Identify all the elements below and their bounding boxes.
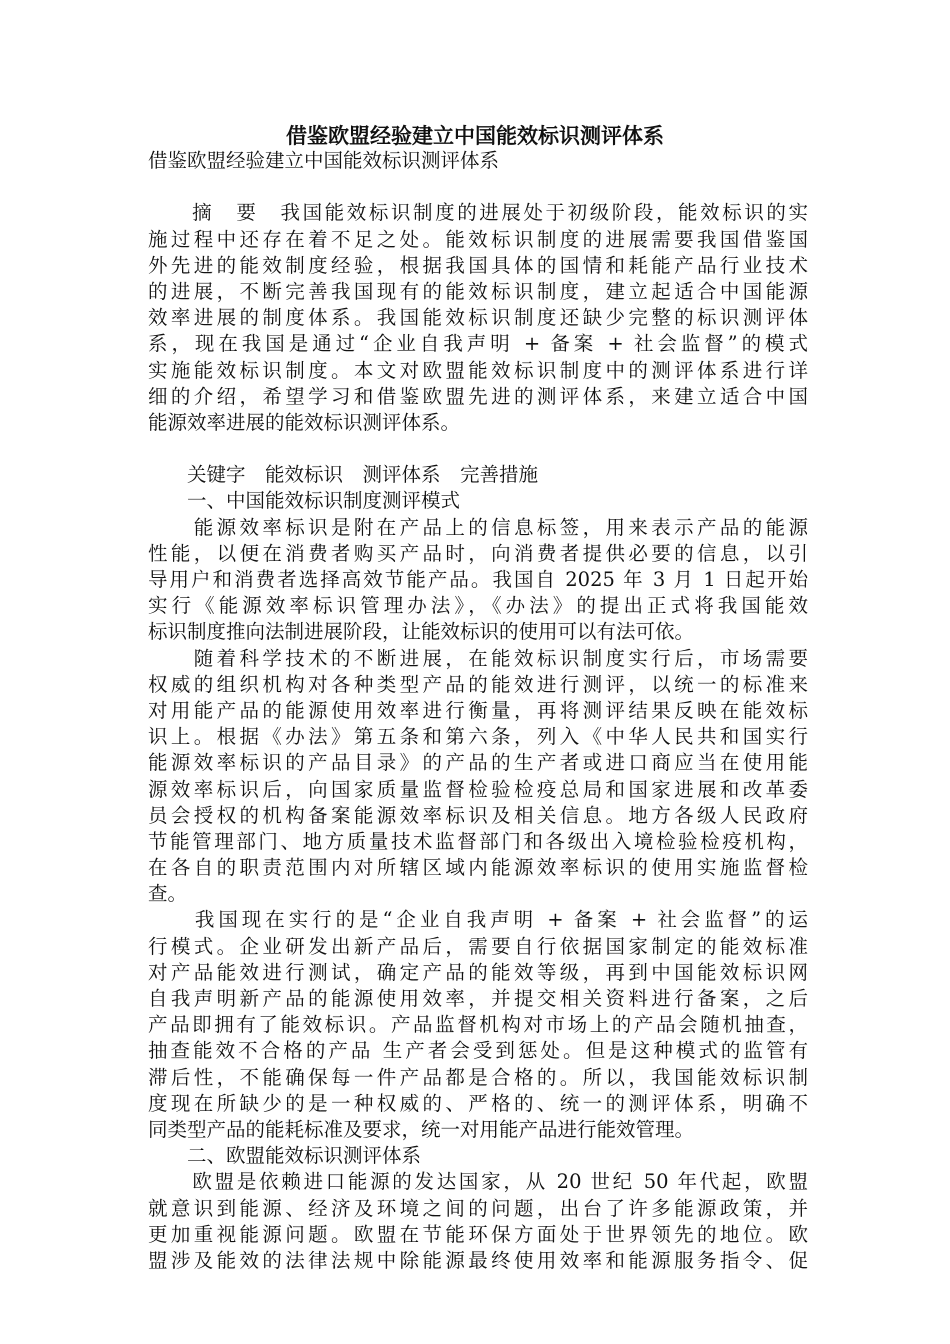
text-line: 源效率标识后，向国家质量监督检验检疫总局和国家进展和改革委 <box>148 777 808 801</box>
text-line: 节能管理部门、地方质量技术监督部门和各级出入境检验检疫机构， <box>148 829 808 853</box>
text-line: 度现在所缺少的是一种权威的、严格的、统一的测评体系，明确不 <box>148 1091 808 1115</box>
document-body <box>148 148 808 1274</box>
text-line: 实行《能源效率标识管理办法》，《办法》的提出正式将我国能效 <box>148 594 808 618</box>
blank-line <box>148 174 808 200</box>
text-line: 同类型产品的能耗标准及要求，统一对用能产品进行能效管理。 <box>148 1117 695 1141</box>
text-line: 我国现在实行的是“企业自我声明 + 备案 + 社会监督”的运 <box>148 908 808 932</box>
text-line: 借鉴欧盟经验建立中国能效标识测评体系 <box>148 149 500 172</box>
text-line: 能源效率进展的能效标识测评体系。 <box>148 410 461 434</box>
text-line: 能源效率标识是附在产品上的信息标签，用来表示产品的能源 <box>148 515 808 539</box>
text-line: 在各自的职责范围内对所辖区域内能源效率标识的使用实施监督检 <box>148 856 808 880</box>
text-line: 实施能效标识制度。本文对欧盟能效标识制度中的测评体系进行详 <box>148 358 808 382</box>
text-line: 识上。根据《办法》第五条和第六条，列入《中华人民共和国实行 <box>148 725 808 749</box>
text-line: 标识制度推向法制进展阶段，让能效标识的使用可以有法可依。 <box>148 620 695 644</box>
text-line: 就意识到能源、经济及环境之间的问题，出台了许多能源政策，并 <box>148 1196 808 1220</box>
text-line: 随着科学技术的不断进展，在能效标识制度实行后，市场需要 <box>148 646 808 670</box>
text-line: 权威的组织机构对各种类型产品的能效进行测评，以统一的标准来 <box>148 672 808 696</box>
text-line: 外先进的能效制度经验，根据我国具体的国情和耗能产品行业技术 <box>148 253 808 277</box>
text-line: 的进展，不断完善我国现有的能效标识制度，建立起适合中国能源 <box>148 279 808 303</box>
text-line: 一、中国能效标识制度测评模式 <box>148 489 461 513</box>
text-line: 自我声明新产品的能源使用效率，并提交相关资料进行备案，之后 <box>148 987 808 1010</box>
text-line: 细的介绍，希望学习和借鉴欧盟先进的测评体系，来建立适合中国 <box>148 384 808 408</box>
text-line: 产品即拥有了能效标识。产品监督机构对市场上的产品会随机抽查， <box>148 1013 808 1037</box>
text-line: 员会授权的机构备案能源效率标识及相关信息。地方各级人民政府 <box>148 803 808 827</box>
text-line: 效率进展的制度体系。我国能效标识制度还缺少完整的标识测评体 <box>148 306 808 330</box>
text-line: 滞后性，不能确保每一件产品都是合格的。所以，我国能效标识制 <box>148 1065 808 1089</box>
text-line: 关键字 能效标识 测评体系 完善措施 <box>148 463 539 487</box>
text-line: 查。 <box>148 882 188 906</box>
text-line: 系，现在我国是通过“企业自我声明 + 备案 + 社会监督”的模式 <box>148 332 808 356</box>
text-line: 更加重视能源问题。欧盟在节能环保方面处于世界领先的地位。欧 <box>148 1222 808 1246</box>
text-line: 抽查能效不合格的产品 生产者会受到惩处。但是这种模式的监管有 <box>148 1039 808 1063</box>
text-line: 对用能产品的能源使用效率进行衡量，再将测评结果反映在能效标 <box>148 698 808 722</box>
text-line: 二、欧盟能效标识测评体系 <box>148 1144 422 1168</box>
text-line: 行模式。企业研发出新产品后，需要自行依据国家制定的能效标准 <box>148 934 808 958</box>
document-title: 借鉴欧盟经验建立中国能效标识测评体系 <box>286 124 664 148</box>
text-line: 导用户和消费者选择高效节能产品。我国自 2025 年 3 月 1 日起开始 <box>148 568 808 591</box>
text-line: 摘 要 我国能效标识制度的进展处于初级阶段，能效标识的实 <box>148 201 808 225</box>
text-line: 对产品能效进行测试，确定产品的能效等级，再到中国能效标识网 <box>148 960 808 984</box>
text-line: 施过程中还存在着不足之处。能效标识制度的进展需要我国借鉴国 <box>148 227 808 251</box>
blank-line <box>148 436 808 462</box>
text-line: 能源效率标识的产品目录》的产品的生产者或进口商应当在使用能 <box>148 751 808 775</box>
text-line: 欧盟是依赖进口能源的发达国家，从 20 世纪 50 年代起，欧盟 <box>148 1170 808 1194</box>
text-line: 性能，以便在消费者购买产品时，向消费者提供必要的信息，以引 <box>148 541 808 565</box>
text-line: 盟涉及能效的法律法规中除能源最终使用效率和能源服务指令、促 <box>148 1248 808 1272</box>
